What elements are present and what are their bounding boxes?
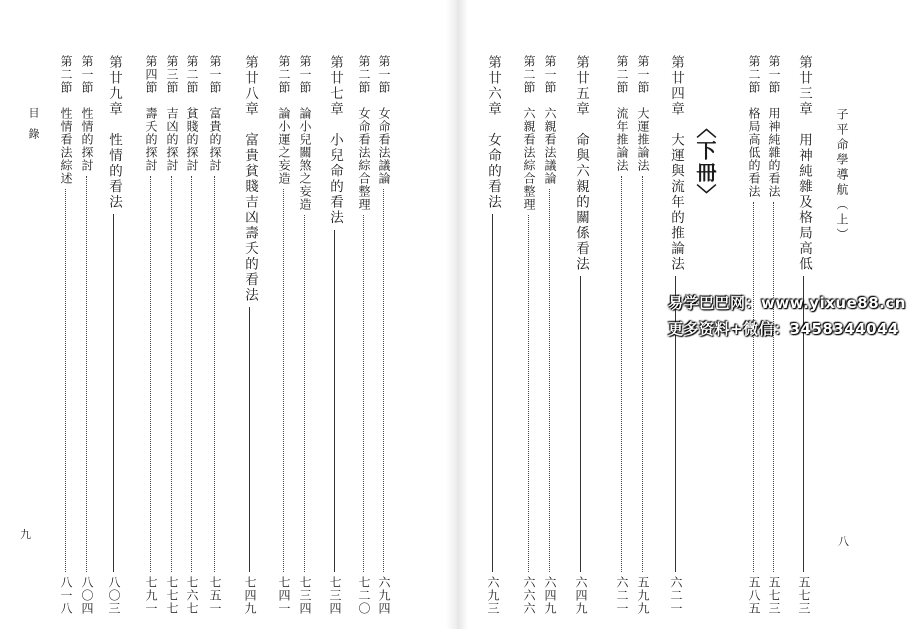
toc-section-entry <box>612 55 632 615</box>
toc-entry-page: 六九四 <box>377 576 391 615</box>
page-number-right: 八 <box>838 535 849 548</box>
toc-entry-title: 第二節 六親看法綜合整理 <box>522 55 536 211</box>
toc-entry-title: 第廿五章 命與六親的關係看法 <box>573 55 589 272</box>
toc-entry-title: 第三節 吉凶的探討 <box>165 55 179 172</box>
toc-leader <box>528 215 529 572</box>
toc-leader <box>283 189 284 572</box>
toc-entry-title: 第一節 富貴的探討 <box>208 55 222 172</box>
toc-chapter-entry <box>483 55 503 615</box>
toc-entry-page: 八〇三 <box>107 576 121 615</box>
toc-entry-title: 第一節 大運推論法 <box>636 55 650 172</box>
toc-entry-title: 第一節 六親看法議論 <box>543 55 557 185</box>
toc-entry-page: 五七三 <box>767 576 781 615</box>
toc-section-entry <box>374 55 394 615</box>
toc-entry-page: 七九一 <box>144 576 158 615</box>
toc-section-entry <box>205 55 225 615</box>
toc-entry-page: 六九三 <box>486 576 500 615</box>
toc-leader <box>383 189 384 572</box>
toc-entry-title: 第一節 論小兒關煞之妄造 <box>298 55 312 211</box>
toc-section-entry <box>295 55 315 615</box>
toc-entry-title: 第四節 壽夭的探討 <box>144 55 158 172</box>
toc-entry-title: 第二節 論小運之妄造 <box>277 55 291 185</box>
watermark-line-1: 易学巴巴网：www.yixue88.cn <box>668 294 906 312</box>
toc-section-entry <box>633 55 653 615</box>
toc-entry-page: 六二一 <box>615 576 629 615</box>
toc-leader <box>214 176 215 572</box>
toc-entry-title: 第一節 女命看法議論 <box>377 55 391 185</box>
page-number-left: 九 <box>20 528 31 541</box>
toc-leader <box>113 214 114 572</box>
toc-entry-page: 六四九 <box>543 576 557 615</box>
toc-entry-page: 五八五 <box>747 576 761 615</box>
toc-entry-title: 第廿三章 用神純雜及格局高低 <box>796 55 812 272</box>
toc-section-entry <box>354 55 374 615</box>
toc-entry-title: 第一節 性情的探討 <box>80 55 94 172</box>
toc-entry-title: 第二節 流年推論法 <box>615 55 629 172</box>
toc-chapter-entry <box>325 55 345 615</box>
toc-leader <box>304 215 305 572</box>
toc-leader <box>65 189 66 572</box>
toc-entry-page: 五九九 <box>636 576 650 615</box>
toc-section-entry <box>141 55 161 615</box>
toc-section-entry <box>56 55 76 615</box>
toc-section-entry <box>540 55 560 615</box>
toc-leader <box>549 189 550 572</box>
toc-section-entry <box>77 55 97 615</box>
toc-leader <box>773 202 774 572</box>
toc-leader <box>334 230 335 572</box>
toc-entry-title: 第二節 貧賤的探討 <box>185 55 199 172</box>
running-head-left: 目錄 <box>27 107 40 149</box>
toc-chapter-entry <box>104 55 124 615</box>
toc-entry-page: 六二一 <box>669 576 683 615</box>
toc-entry-page: 七四九 <box>243 576 257 615</box>
toc-section-entry <box>519 55 539 615</box>
toc-entry-title: 第二節 格局高低的看法 <box>747 55 761 198</box>
toc-leader <box>171 176 172 572</box>
book-gutter <box>446 0 468 629</box>
watermark-line-2: 更多资料+微信：3458344044 <box>668 320 899 338</box>
toc-entry-page: 七三四 <box>328 576 342 615</box>
toc-entry-page: 七六七 <box>185 576 199 615</box>
toc-leader <box>492 214 493 572</box>
toc-section-entry <box>162 55 182 615</box>
toc-leader <box>150 176 151 572</box>
toc-entry-page: 六六六 <box>522 576 536 615</box>
volume-label: 〈下冊〉 <box>693 118 717 206</box>
toc-entry-page: 七二〇 <box>357 576 371 615</box>
toc-leader <box>580 276 581 572</box>
toc-entry-title: 第廿九章 性情的看法 <box>106 55 122 210</box>
toc-entry-title: 第廿七章 小兒命的看法 <box>327 55 343 226</box>
toc-entry-title: 第廿八章 富貴貧賤吉凶壽夭的看法 <box>242 55 258 303</box>
toc-entry-page: 八一八 <box>59 576 73 615</box>
toc-entry-page: 七三四 <box>298 576 312 615</box>
toc-entry-title: 第二節 女命看法綜合整理 <box>357 55 371 211</box>
toc-leader <box>642 176 643 572</box>
toc-leader <box>753 202 754 572</box>
toc-leader <box>86 176 87 572</box>
toc-entry-title: 第二節 性情看法綜述 <box>59 55 73 185</box>
toc-entry-page: 五七三 <box>797 576 811 615</box>
toc-entry-page: 七五一 <box>208 576 222 615</box>
toc-leader <box>249 307 250 572</box>
toc-entry-page: 七四一 <box>277 576 291 615</box>
toc-section-entry <box>182 55 202 615</box>
book-title: 子平命學導航（上） <box>835 108 849 243</box>
toc-chapter-entry <box>240 55 260 615</box>
toc-section-entry <box>274 55 294 615</box>
toc-entry-page: 六四九 <box>574 576 588 615</box>
toc-entry-title: 第廿六章 女命的看法 <box>485 55 501 210</box>
toc-chapter-entry <box>571 55 591 615</box>
toc-leader <box>363 215 364 572</box>
toc-entry-title: 第廿四章 大運與流年的推論法 <box>668 55 684 272</box>
toc-leader <box>191 176 192 572</box>
toc-leader <box>621 176 622 572</box>
toc-entry-page: 七七七 <box>165 576 179 615</box>
toc-entry-page: 八〇四 <box>80 576 94 615</box>
toc-entry-title: 第一節 用神純雜的看法 <box>767 55 781 198</box>
